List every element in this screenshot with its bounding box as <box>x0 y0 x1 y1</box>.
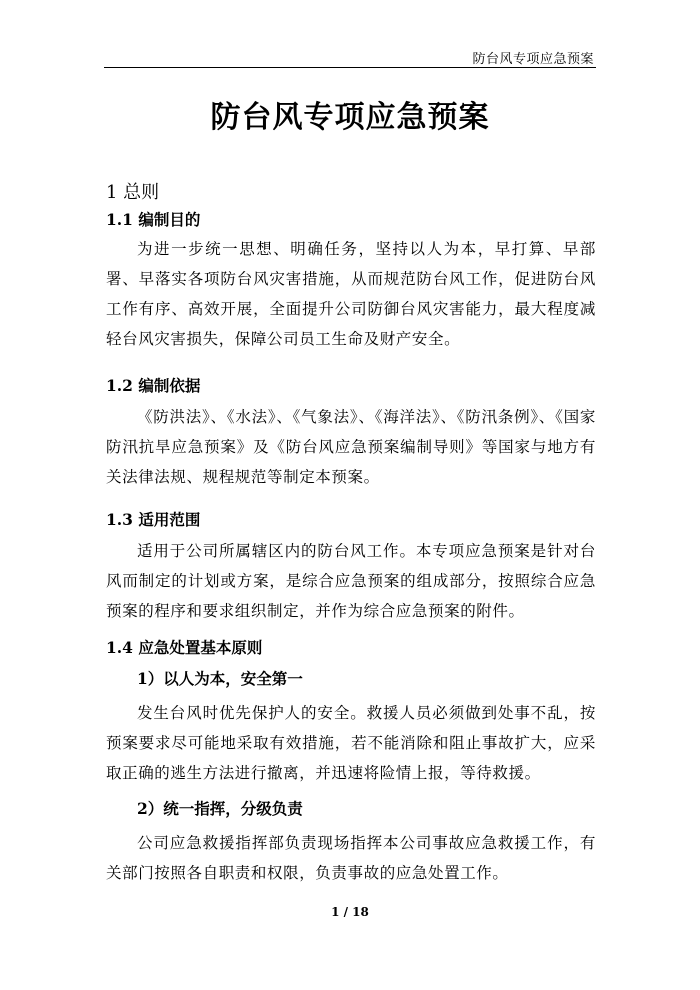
paragraph-purpose: 为进一步统一思想、明确任务，坚持以人为本，早打算、早部署、早落实各项防台风灾害措施，从而规范防台风工作，促进防台风工作有序、高效开展，全面提升公司防御台风灾害能力，最大程度减轻台风灾害损失，保障公司员工生命及财产安全。 <box>106 240 596 348</box>
principle-1-text: 发生台风时优先保护人的安全。救援人员必须做到处事不乱，按预案要求尽可能地采取有效措施，若不能消除和阻止事故扩大，应采取正确的逃生方法进行撤离，并迅速将险情上报，等待救援。 <box>106 704 596 782</box>
section-heading-1-1: 1.1 编制目的 <box>106 210 201 229</box>
section-heading-1: 1 总则 <box>106 182 160 203</box>
header-divider <box>104 67 596 68</box>
paragraph-basis: 《防洪法》、《水法》、《气象法》、《海洋法》、《防汛条例》、《国家防汛抗旱应急预案》及《防台风应急预案编制导则》等国家与地方有关法律法规、规程规范等制定本预案。 <box>106 408 596 486</box>
document-title: 防台风专项应急预案 <box>210 100 490 135</box>
section-heading-1-4: 1.4 应急处置基本原则 <box>106 638 263 657</box>
principle-1-heading: 1）以人为本，安全第一 <box>137 669 303 688</box>
principle-2-text: 公司应急救援指挥部负责现场指挥本公司事故应急救援工作，有关部门按照各自职责和权限，负责事故的应急处置工作。 <box>106 834 596 882</box>
principle-2-heading: 2）统一指挥，分级负责 <box>137 799 303 818</box>
paragraph-scope: 适用于公司所属辖区内的防台风工作。本专项应急预案是针对台风而制定的计划或方案，是综合应急预案的组成部分，按照综合应急预案的程序和要求组织制定，并作为综合应急预案的附件。 <box>106 542 596 620</box>
running-header: 防台风专项应急预案 <box>472 52 594 67</box>
page-number: 1 / 18 <box>331 905 369 919</box>
section-heading-1-2: 1.2 编制依据 <box>106 376 201 395</box>
section-heading-1-3: 1.3 适用范围 <box>106 510 201 529</box>
